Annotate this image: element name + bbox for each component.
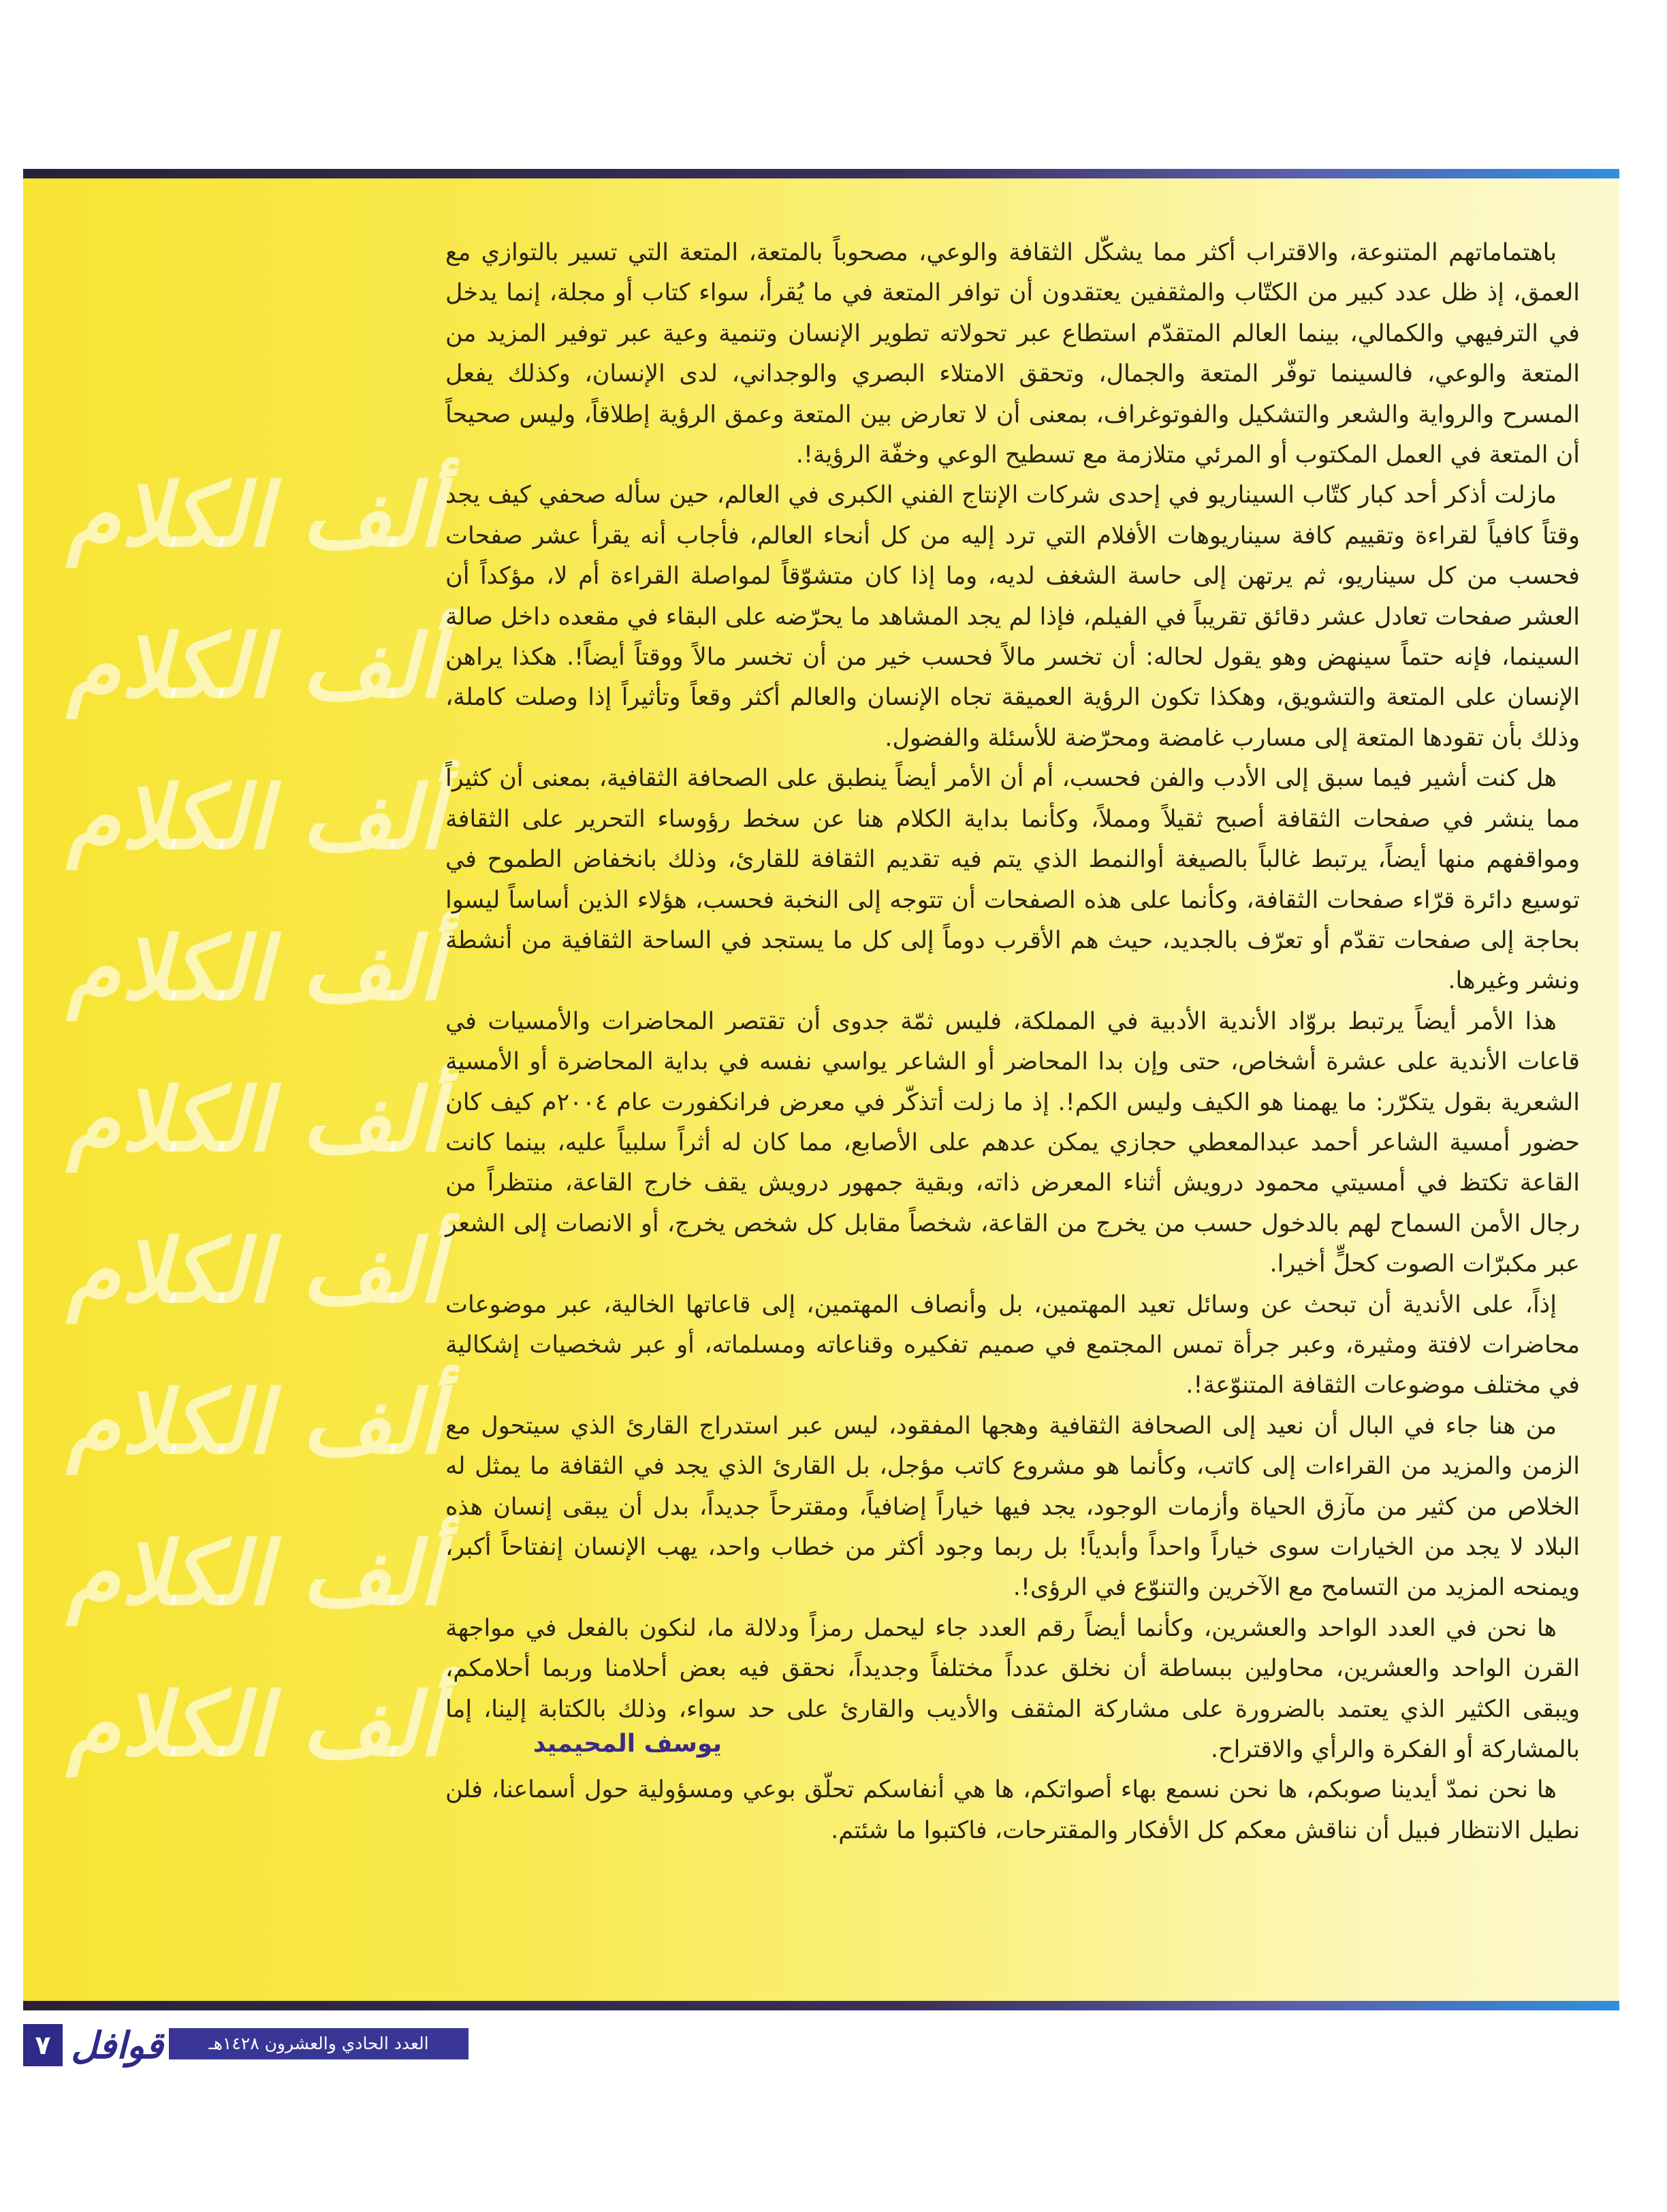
watermark-text: ألف الكلام [66,1069,443,1171]
watermark-text: ألف الكلام [66,767,443,869]
article-paragraph: باهتماماتهم المتنوعة، والاقتراب أكثر مما يشكّل الثقافة والوعي، مصحوباً بالمتعة، المتعة التي تسير بالتوازي مع العمق، إذ ظل عدد كبير من الكتّاب والمثقفين يعتقدون أن توافر المتعة في ما يُقرأ، سواء كتاب أو مجلة، إنما يدخل في الترفيهي والكمالي، بينما العالم المتقدّم استطاع عبر تحولاته تطوير الإنسان وتنمية وعية عبر توفير المزيد من المتعة والوعي، فالسينما توفّر المتعة والجمال، وتحقق الامتلاء البصري والوجداني، لدى الإنسان، وكذلك يفعل المسرح والرواية والشعر والتشكيل والفوتوغراف، بمعنى أن لا تعارض بين المتعة وعمق الرؤية إطلاقاً، وليس صحيحاً أن المتعة في العمل المكتوب أو المرئي متلازمة مع تسطيح الوعي وخفّة الرؤية!. [445,239,1580,469]
article-paragraph: هل كنت أشير فيما سبق إلى الأدب والفن فحسب، أم أن الأمر أيضاً ينطبق على الصحافة الثقافية، بمعنى أن كثيراً مما ينشر في صفحات الثقافة أصبح ثقيلاً ومملاً، وكأنما بداية الكلام هنا عن سخط رؤوساء التحرير على الثقافة ومواقفهم منها أيضاً، يرتبط غالباً بالصيغة أوالنمط الذي يتم فيه تقديم الثقافة للقارئ، وذلك بانخفاض الطموح في توسيع دائرة قرّاء صفحات الثقافة، وكأنما على هذه الصفحات أن تتوجه إلى النخبة فحسب، هؤلاء الذين أساساً ليسوا بحاجة إلى صفحات تقدّم أو تعرّف بالجديد، حيث هم الأقرب دوماً إلى كل ما يستجد في الساحة الثقافية من أنشطة ونشر وغيرها. [445,765,1580,995]
watermark-text: ألف الكلام [66,464,443,567]
issue-label: العدد الحادي والعشرون ١٤٢٨هـ [169,2028,469,2059]
watermark-text: ألف الكلام [66,1523,443,1625]
article-paragraph: ها نحن نمدّ أيدينا صوبكم، ها نحن نسمع بهاء أصواتكم، ها هي أنفاسكم تحلّق بوعي ومسؤولية حول أسماعنا، فلن نطيل الانتظار فبيل أن نناقش معكم كل الأفكار والمقترحات، فاكتبوا ما شئتم. [445,1776,1580,1844]
article-body [445,233,1580,1851]
article-paragraph: مازلت أذكر أحد كبار كتّاب السيناريو في إحدى شركات الإنتاج الفني الكبرى في العالم، حين سأله صحفي كيف يجد وقتاً كافياً لقراءة وتقييم كافة سيناريوهات الأفلام التي ترد إليه من كل أنحاء العالم، فأجاب أنه يقرأ عشر صفحات فحسب من كل سيناريو، ثم يرتهن إلى حاسة الشغف لديه، وما إذا كان متشوّقاً لمواصلة القراءة أم لا، مؤكداً أن العشر صفحات تعادل عشر دقائق تقريباً في الفيلم، فإذا لم يجد المشاهد ما يحرّضه على البقاء في مقعده داخل صالة السينما، فإنه حتماً سينهض وهو يقول لحاله: أن تخسر مالاً فحسب خير من أن تخسر مالاً ووقتاً أيضاً!. هكذا يراهن الإنسان على المتعة والتشويق، وهكذا تكون الرؤية العميقة تجاه الإنسان والعالم أكثر وقعاً وتأثيراً إذا وصلت كاملة، وذلك بأن تقودها المتعة إلى مسارب غامضة ومحرّضة للأسئلة والفضول. [445,481,1580,752]
watermark-text: ألف الكلام [66,918,443,1020]
magazine-logo: قوافل [71,2023,163,2067]
page-number: ٧ [23,2024,63,2066]
top-divider-rule [23,169,1619,178]
watermark-text: ألف الكلام [66,1674,443,1776]
article-paragraph: ها نحن في العدد الواحد والعشرين، وكأنما أيضاً رقم العدد جاء ليحمل رمزاً ودلالة ما، لنكون بالفعل في مواجهة القرن الواحد والعشرين، محاولين ببساطة أن نخلق عدداً مختلفاً وجديداً، نحقق فيه بعض أحلامنا وربما أحلامكم، ويبقى الكثير الذي يعتمد بالضرورة على مشاركة المثقف والأديب والقارئ على حد سواء، وذلك بالكتابة إلينا، إما بالمشاركة أو الفكرة والرأي والاقتراح. [445,1614,1580,1764]
bottom-divider-rule [23,2001,1619,2010]
article-panel [23,178,1619,2001]
watermark-text: ألف الكلام [66,1372,443,1474]
article-paragraph: من هنا جاء في البال أن نعيد إلى الصحافة الثقافية وهجها المفقود، ليس عبر استدراج القارئ الذي سيتحول مع الزمن والمزيد من القراءات إلى كاتب، وكأنما هو مشروع كاتب مؤجل، بل القارئ الذي يجد في الثقافة ما يمثل له الخلاص من كثير من مآزق الحياة وأزمات الوجود، يجد فيها خياراً إضافياً، ومقترحاً جديداً، بدل أن يبقى إنسان هذه البلاد لا يجد من الخيارات سوى خياراً واحداً وأبدياً! بل ربما وجود أكثر من خطاب واحد، يهب الإنسان إنفتاحاً أكبر، ويمنحه المزيد من التسامح مع الآخرين والتنوّع في الرؤى!. [445,1412,1580,1602]
watermark-text: ألف الكلام [66,616,443,718]
author-signature: يوسف المحيميد [533,1730,722,1758]
watermark-column [37,464,473,1799]
watermark-text: ألف الكلام [66,1220,443,1323]
page-footer [23,2024,541,2068]
article-paragraph: إذاً، على الأندية أن تبحث عن وسائل تعيد المهتمين، بل وأنصاف المهتمين، إلى قاعاتها الخالية، عبر موضوعات محاضرات لافتة ومثيرة، وعبر جرأة تمس المجتمع في صميم تفكيره وقناعاته ومسلماته، أو عبر شخصيات إشكالية في مختلف موضوعات الثقافة المتنوّعة!. [445,1291,1580,1400]
article-paragraph: هذا الأمر أيضاً يرتبط بروّاد الأندية الأدبية في المملكة، فليس ثمّة جدوى أن تقتصر المحاضرات والأمسيات في قاعات الأندية على عشرة أشخاص، حتى وإن بدا المحاضر أو الشاعر يواسي نفسه في بداية المحاضرة أو الأمسية الشعرية بقول يتكرّر: ما يهمنا هو الكيف وليس الكم!. إذ ما زلت أتذكّر في معرض فرانكفورت عام ٢٠٠٤م كيف كان حضور أمسية الشاعر أحمد عبدالمعطي حجازي يمكن عدهم على الأصابع، مما كان له أثراً سلبياً عليه، بينما كانت القاعة تكتظ في أمسيتي محمود درويش أثناء المعرض ذاته، وبقية جمهور درويش يقف خارج القاعة، منتظراً من رجال الأمن السماح لهم بالدخول حسب من يخرج من القاعة، شخصاً مقابل كل شخص يخرج، أو الانصات إلى الشعر عبر مكبرّات الصوت كحلٍّ أخيرا. [445,1007,1580,1278]
